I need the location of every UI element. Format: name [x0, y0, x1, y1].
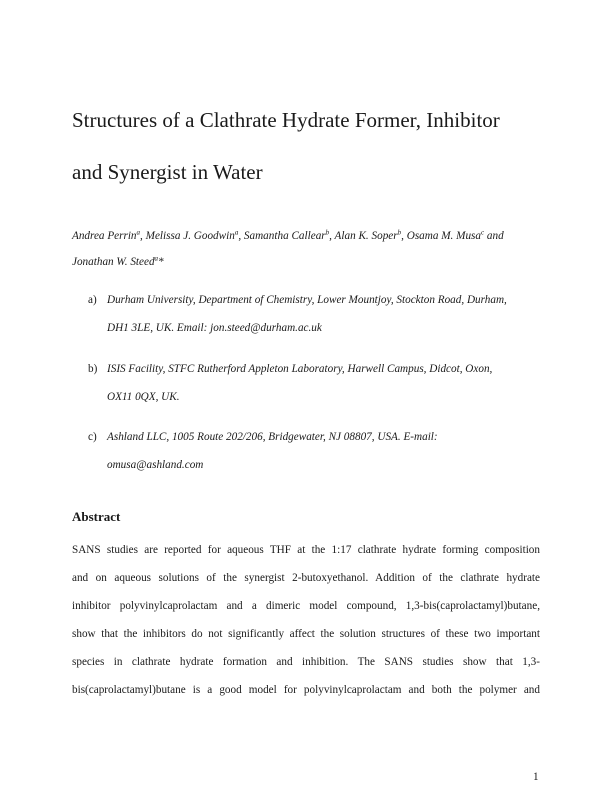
author-separator: ,	[329, 230, 335, 242]
paper-title-line-2: and Synergist in Water	[72, 160, 263, 184]
abstract-line: show that the inhibitors do not significantly affect the solution structures of these two important	[72, 628, 540, 640]
author-list-line-2	[72, 255, 542, 269]
author-affiliation-mark: c	[481, 228, 485, 237]
author-affiliation-mark: b	[397, 228, 402, 237]
author-separator: ,	[401, 230, 407, 242]
abstract-line: species in clathrate hydrate formation and inhibition. The SANS studies show that 1,3-	[72, 656, 540, 668]
affiliation-text-line: omusa@ashland.com	[107, 459, 204, 471]
author-list-line-1	[72, 229, 542, 243]
author-name: Alan K. Soper	[334, 230, 398, 242]
author-separator: ,	[238, 230, 244, 242]
author-name: Jonathan W. Steed	[72, 256, 155, 268]
author-separator: ,	[140, 230, 146, 242]
author-name: Osama M. Musa	[406, 230, 482, 242]
affiliation-text-line: ISIS Facility, STFC Rutherford Appleton Laboratory, Harwell Campus, Didcot, Oxon,	[107, 363, 493, 375]
abstract-line: SANS studies are reported for aqueous THF at the 1:17 clathrate hydrate forming composition	[72, 544, 540, 556]
affiliation-label: b)	[88, 363, 98, 375]
author-separator: and	[484, 230, 504, 242]
corresponding-author-mark: *	[158, 256, 164, 268]
affiliation-label: c)	[88, 431, 97, 443]
author-name: Melissa J. Goodwin	[145, 230, 235, 242]
abstract-line: bis(caprolactamyl)butane is a good model for polyvinylcaprolactam and both the polymer and	[72, 684, 540, 696]
affiliation-text-line: OX11 0QX, UK.	[107, 391, 180, 403]
paper-title-line-1: Structures of a Clathrate Hydrate Former, Inhibitor	[72, 108, 500, 132]
author-affiliation-mark: a	[136, 228, 141, 237]
affiliation-text-line: Ashland LLC, 1005 Route 202/206, Bridgewater, NJ 08807, USA. E-mail:	[107, 431, 438, 443]
affiliation-label: a)	[88, 294, 97, 306]
author-affiliation-mark: a	[154, 254, 159, 263]
author-affiliation-mark: a	[234, 228, 239, 237]
author-name: Samantha Callear	[243, 230, 326, 242]
author-affiliation-mark: b	[325, 228, 330, 237]
page-number: 1	[533, 771, 539, 783]
abstract-line: and on aqueous solutions of the synergist 2-butoxyethanol. Addition of the clathrate hydrate	[72, 572, 540, 584]
author-name: Andrea Perrin	[72, 230, 137, 242]
affiliation-text-line: DH1 3LE, UK. Email: jon.steed@durham.ac.uk	[107, 322, 322, 334]
affiliation-text-line: Durham University, Department of Chemistry, Lower Mountjoy, Stockton Road, Durham,	[107, 294, 507, 306]
abstract-heading: Abstract	[72, 509, 121, 524]
abstract-line: inhibitor polyvinylcaprolactam and a dimeric model compound, 1,3-bis(caprolactamyl)butane,	[72, 600, 540, 612]
